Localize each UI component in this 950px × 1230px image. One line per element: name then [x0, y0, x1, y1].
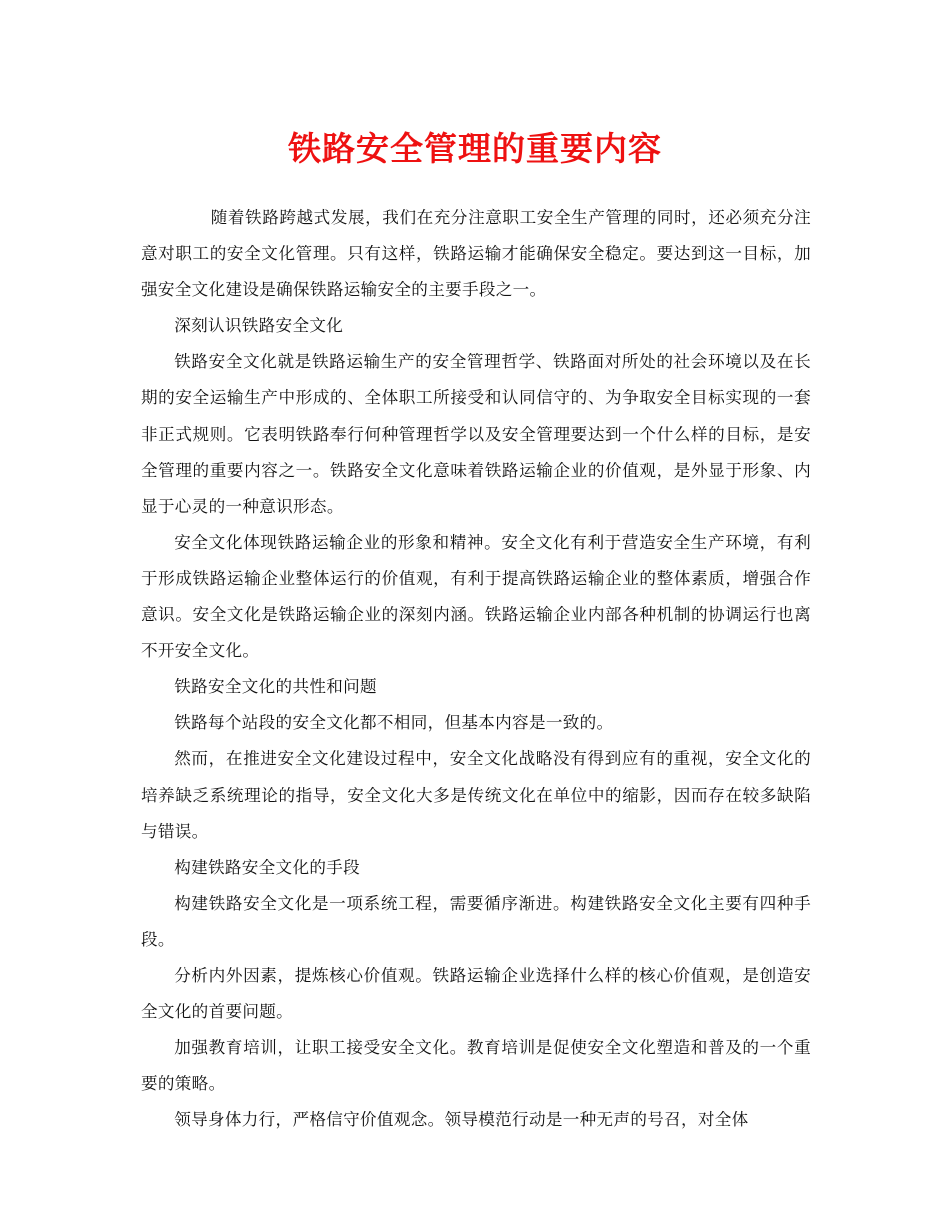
paragraph-core-values: 分析内外因素，提炼核心价值观。铁路运输企业选择什么样的核心价值观，是创造安全文化的首要问题。 [141, 965, 811, 1022]
paragraph-station-culture: 铁路每个站段的安全文化都不相同，但基本内容是一致的。 [174, 713, 614, 733]
paragraph-system-project: 构建铁路安全文化是一项系统工程，需要循序渐进。构建铁路安全文化主要有四种手段。 [141, 893, 811, 949]
section-heading-commonality: 铁路安全文化的共性和问题 [174, 677, 377, 697]
section-heading-understanding: 深刻认识铁路安全文化 [174, 316, 344, 336]
document-body [141, 200, 811, 1138]
paragraph-training: 加强教育培训，让职工接受安全文化。教育培训是促使安全文化塑造和普及的一个重要的策略。 [141, 1038, 811, 1094]
paragraph-leadership: 领导身体力行，严格信守价值观念。领导模范行动是一种无声的号召，对全体 [174, 1110, 749, 1130]
document-title: 铁路安全管理的重要内容 [288, 129, 662, 168]
paragraph-intro: 随着铁路跨越式发展，我们在充分注意职工安全生产管理的同时，还必须充分注意对职工的安全文化管理。只有这样，铁路运输才能确保安全稳定。要达到这一目标，加强安全文化建设是确保铁路运输安全的主要手段之一。 [141, 208, 811, 300]
paragraph-definition: 铁路安全文化就是铁路运输生产的安全管理哲学、铁路面对所处的社会环境以及在长期的安全运输生产中形成的、全体职工所接受和认同信守的、为争取安全目标实现的一套非正式规则。它表明铁路奉行何种管理哲学以及安全管理要达到一个什么样的目标，是安全管理的重要内容之一。铁路安全文化意味着铁路运输企业的价值观，是外显于形象、内显于心灵的一种意识形态。 [141, 352, 811, 516]
paragraph-image-spirit: 安全文化体现铁路运输企业的形象和精神。安全文化有利于营造安全生产环境，有利于形成铁路运输企业整体运行的价值观，有利于提高铁路运输企业的整体素质，增强合作意识。安全文化是铁路运输企业的深刻内涵。铁路运输企业内部各种机制的协调运行也离不开安全文化。 [141, 532, 811, 661]
paragraph-problems: 然而，在推进安全文化建设过程中，安全文化战略没有得到应有的重视，安全文化的培养缺乏系统理论的指导，安全文化大多是传统文化在单位中的缩影，因而存在较多缺陷与错误。 [141, 749, 811, 841]
section-heading-methods: 构建铁路安全文化的手段 [174, 857, 361, 877]
